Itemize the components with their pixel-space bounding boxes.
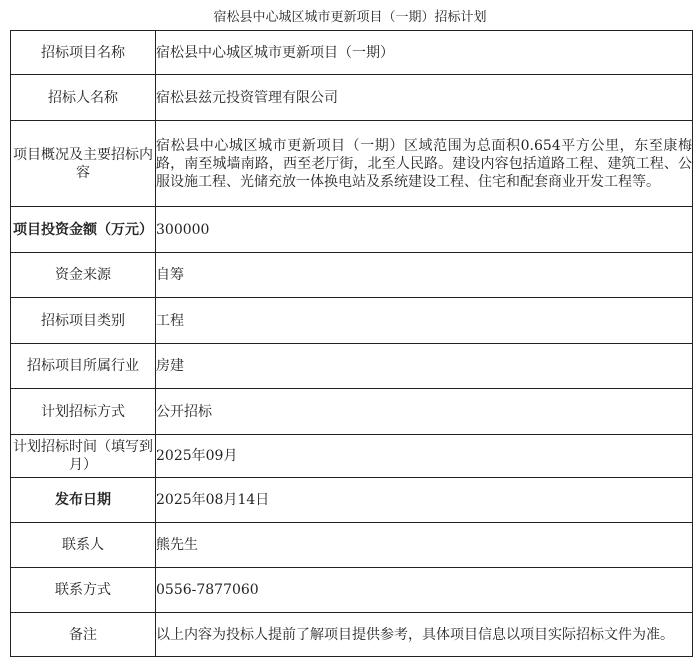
table-row [11, 253, 693, 298]
row-label: 发布日期 [11, 478, 156, 523]
row-label: 项目概况及主要招标内容 [11, 121, 156, 207]
row-value: 2025年09月 [156, 435, 693, 478]
table-row [11, 613, 693, 657]
row-value: 工程 [156, 298, 693, 344]
row-value: 熊先生 [156, 523, 693, 568]
table-row [11, 568, 693, 613]
row-label: 计划招标时间（填写到月） [11, 435, 156, 478]
table-row [11, 31, 693, 75]
document-title: 宿松县中心城区城市更新项目（一期）招标计划 [213, 10, 487, 25]
table-row [11, 207, 693, 253]
row-value: 300000 [156, 207, 693, 253]
row-label: 备注 [11, 613, 156, 657]
row-value: 宿松县中心城区城市更新项目（一期） [156, 31, 693, 75]
row-label: 招标项目类别 [11, 298, 156, 344]
table-row [11, 298, 693, 344]
table-row [11, 121, 693, 207]
row-value: 以上内容为投标人提前了解项目提供参考，具体项目信息以项目实际招标文件为准。 [156, 613, 693, 657]
row-value: 宿松县兹元投资管理有限公司 [156, 75, 693, 121]
tender-plan-table [10, 30, 693, 657]
row-value: 宿松县中心城区城市更新项目（一期）区域范围为总面积0.654平方公里，东至康梅路，南至城墙南路，西至老厅街，北至人民路。建设内容包括道路工程、建筑工程、公服设施工程、光储充放一体换电站及系统建设工程、住宅和配套商业开发工程等。 [156, 121, 693, 207]
row-label: 项目投资金额（万元） [11, 207, 156, 253]
table-row [11, 523, 693, 568]
row-value: 0556-7877060 [156, 568, 693, 613]
row-label: 联系方式 [11, 568, 156, 613]
row-value: 2025年08月14日 [156, 478, 693, 523]
table-row [11, 75, 693, 121]
row-label: 资金来源 [11, 253, 156, 298]
row-label: 计划招标方式 [11, 389, 156, 435]
table-row [11, 478, 693, 523]
table-row [11, 435, 693, 478]
row-value: 公开招标 [156, 389, 693, 435]
row-value: 自筹 [156, 253, 693, 298]
table-row [11, 344, 693, 389]
row-label: 联系人 [11, 523, 156, 568]
row-label: 招标项目所属行业 [11, 344, 156, 389]
table-row [11, 389, 693, 435]
row-label: 招标项目名称 [11, 31, 156, 75]
row-label: 招标人名称 [11, 75, 156, 121]
row-value: 房建 [156, 344, 693, 389]
